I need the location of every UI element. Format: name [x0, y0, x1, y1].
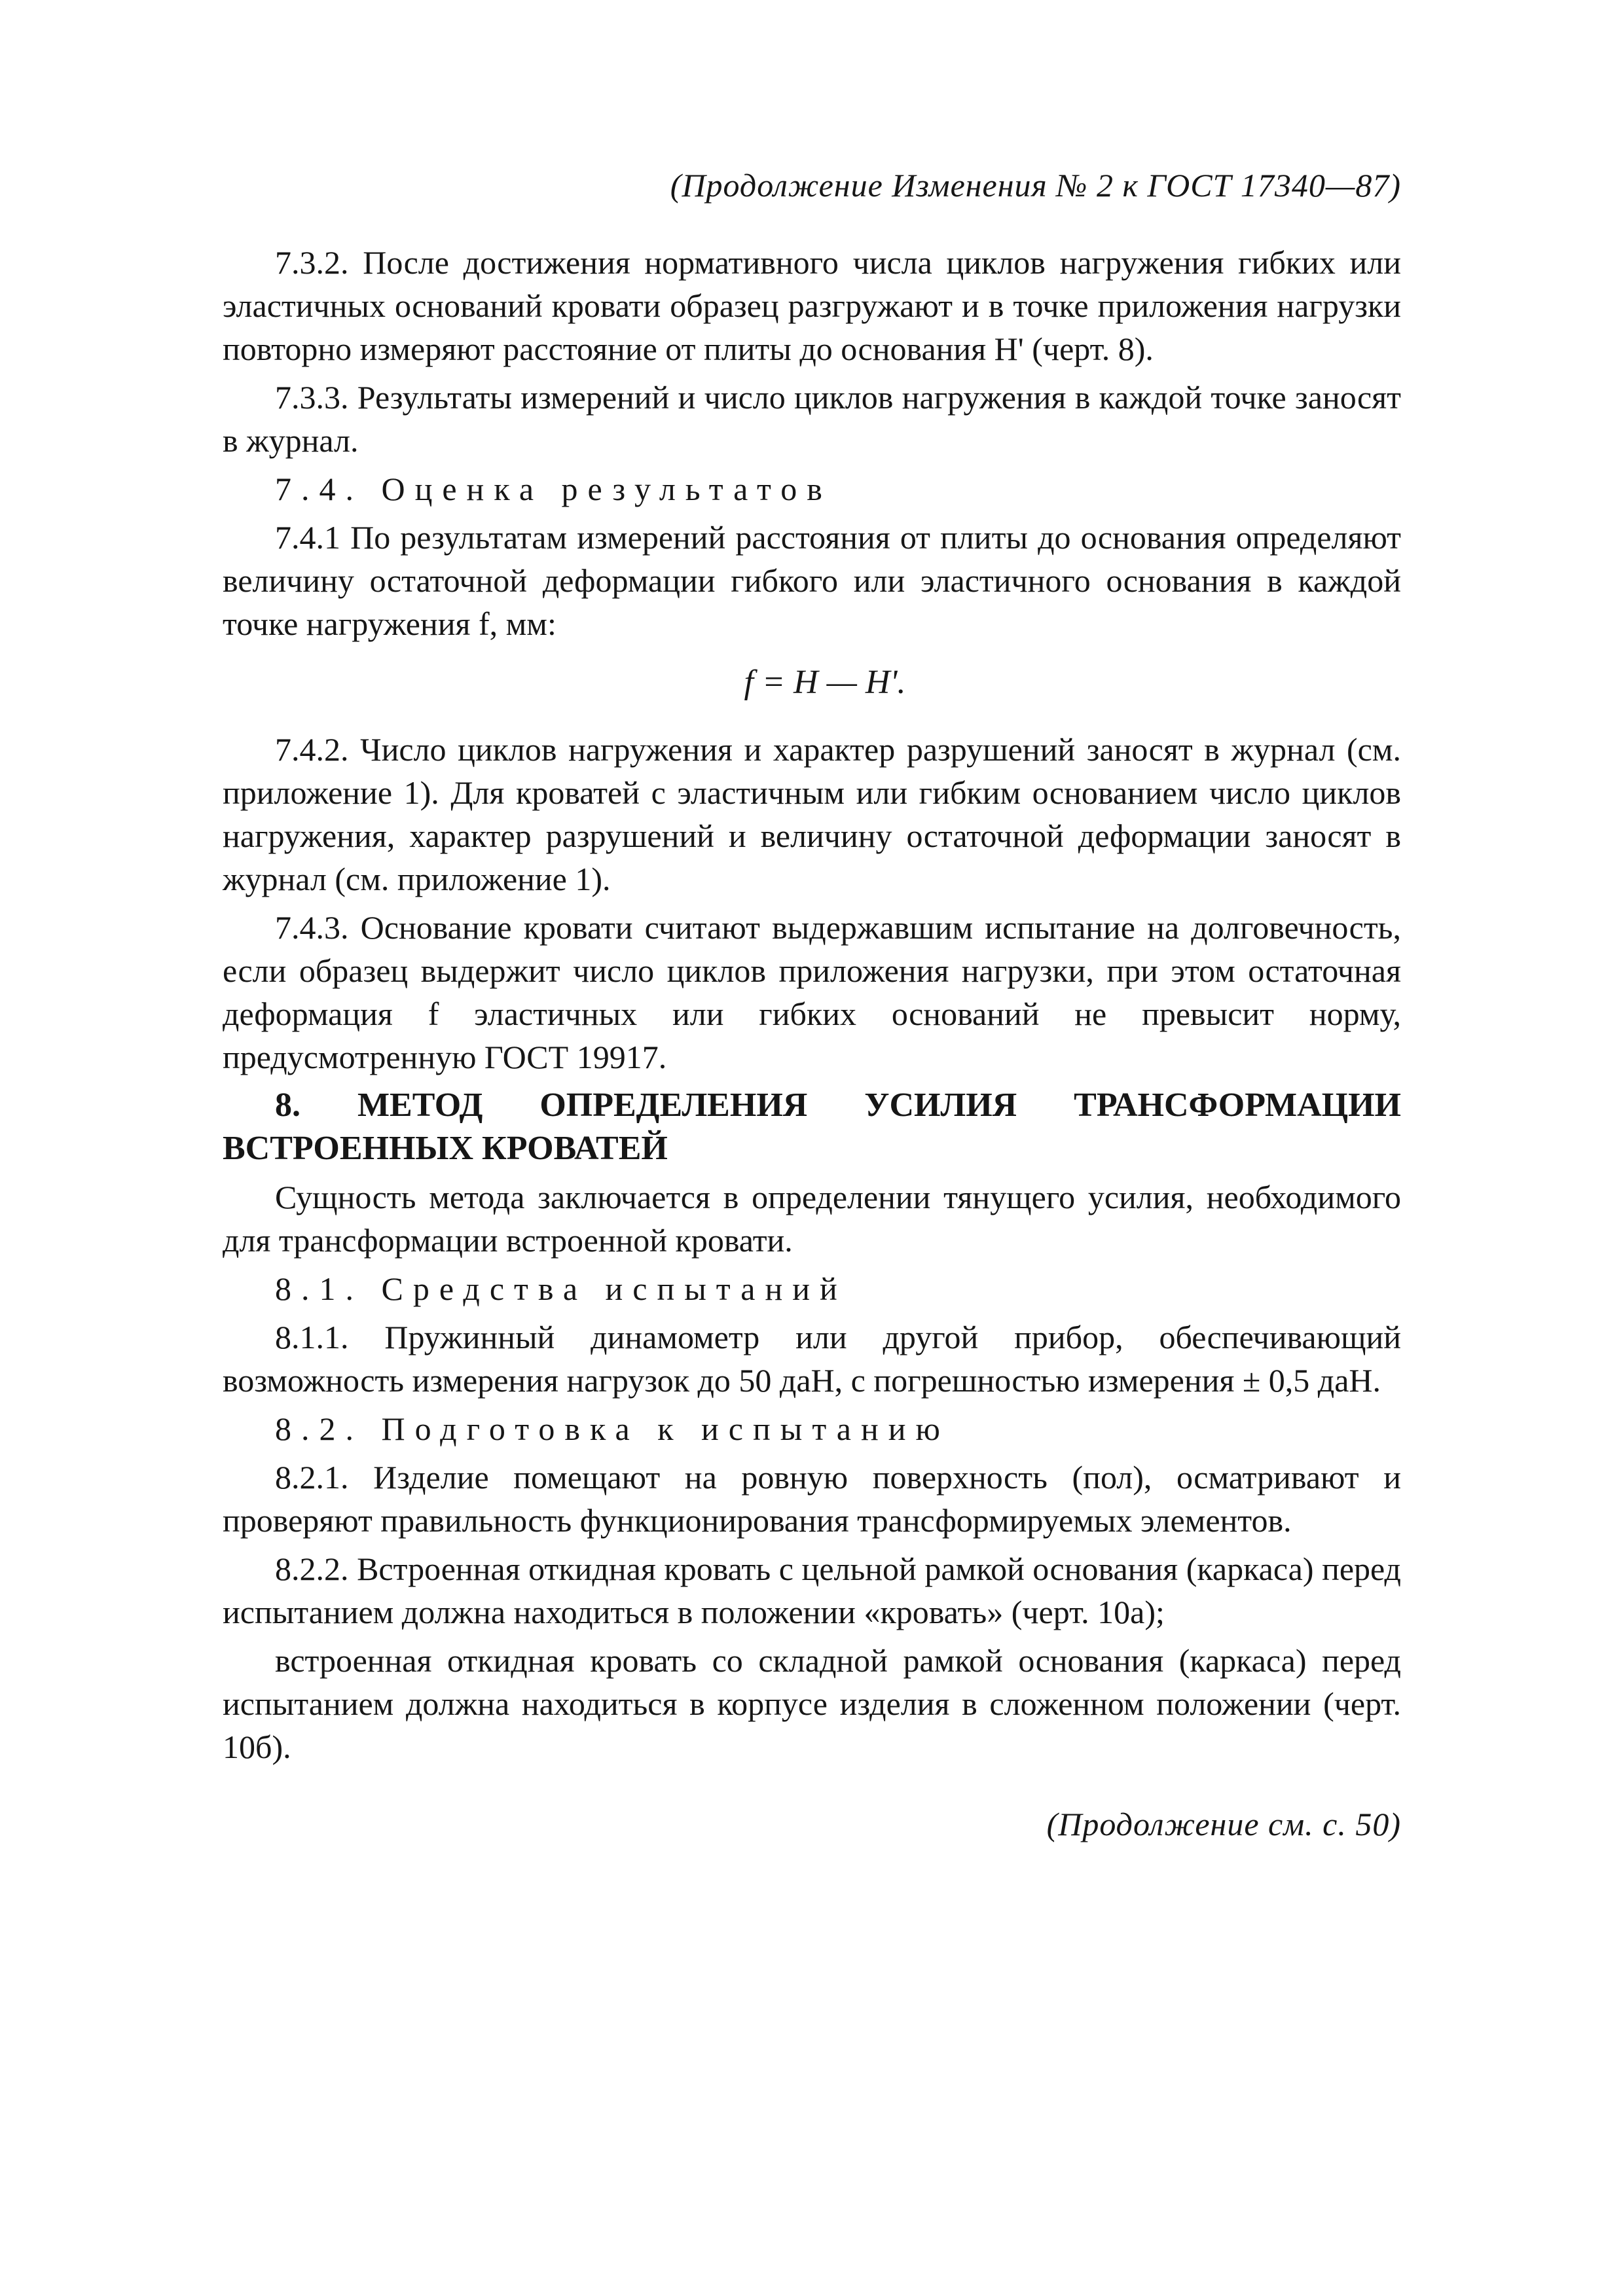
formula: f = H — H'. — [744, 664, 906, 701]
section-title-7-4: 7.4. Оценка результатов — [275, 471, 832, 507]
paragraph-8-intro: Сущность метода заключается в определении тянущего усилия, необходимого для трансформации встроенной кровати. — [223, 1179, 1401, 1259]
section-title-8-2: 8.2. Подготовка к испытанию — [275, 1410, 950, 1447]
paragraph-8-1-1: 8.1.1. Пружинный динамометр или другой прибор, обеспечивающий возможность измерения нагрузок до 50 даН, с погрешностью измерения ± 0,5 даН. — [223, 1319, 1401, 1399]
paragraph-7-4-3: 7.4.3. Основание кровати считают выдержавшим испытание на долговечность, если образец выдержит число циклов приложения нагрузки, при этом остаточная деформация f эластичных или гибких оснований не превысит норму, предусмотренную ГОСТ 19917. — [223, 909, 1401, 1075]
paragraph-8-2-1: 8.2.1. Изделие помещают на ровную поверхность (пол), осматривают и проверяют правильность функционирования трансформируемых элементов. — [223, 1459, 1401, 1539]
paragraph-7-4-2: 7.4.2. Число циклов нагружения и характер разрушений заносят в журнал (см. приложение 1). Для кроватей с эластичным или гибким основанием число циклов нагружения, характер разрушений и величину остаточной деформации заносят в журнал (см. приложение 1). — [223, 731, 1401, 897]
document-page — [223, 164, 1401, 1846]
section-heading-8: 8. МЕТОД ОПРЕДЕЛЕНИЯ УСИЛИЯ ТРАНСФОРМАЦИИ ВСТРОЕННЫХ КРОВАТЕЙ — [223, 1086, 1401, 1167]
page-header: (Продолжение Изменения № 2 к ГОСТ 17340—87) — [670, 167, 1401, 204]
paragraph-7-3-2: 7.3.2. После достижения нормативного числа циклов нагружения гибких или эластичных оснований кровати образец разгружают и в точке приложения нагрузки повторно измеряют расстояние от плиты до основания H' (черт. 8). — [223, 244, 1401, 367]
paragraph-7-4-1: 7.4.1 По результатам измерений расстояния от плиты до основания определяют величину остаточной деформации гибкого или эластичного основания в каждой точке нагружения f, мм: — [223, 519, 1401, 642]
paragraph-8-2-2: 8.2.2. Встроенная откидная кровать с цельной рамкой основания (каркаса) перед испытанием должна находиться в положении «кровать» (черт. 10а); — [223, 1551, 1401, 1630]
paragraph-7-3-3: 7.3.3. Результаты измерений и число циклов нагружения в каждой точке заносят в журнал. — [223, 379, 1401, 459]
page-footer: (Продолжение см. с. 50) — [1046, 1806, 1401, 1842]
section-title-8-1: 8.1. Средства испытаний — [275, 1270, 847, 1307]
paragraph-8-2-2-continued: встроенная откидная кровать со складной рамкой основания (каркаса) перед испытанием должна находиться в корпусе изделия в сложенном положении (черт. 10б). — [223, 1642, 1401, 1765]
